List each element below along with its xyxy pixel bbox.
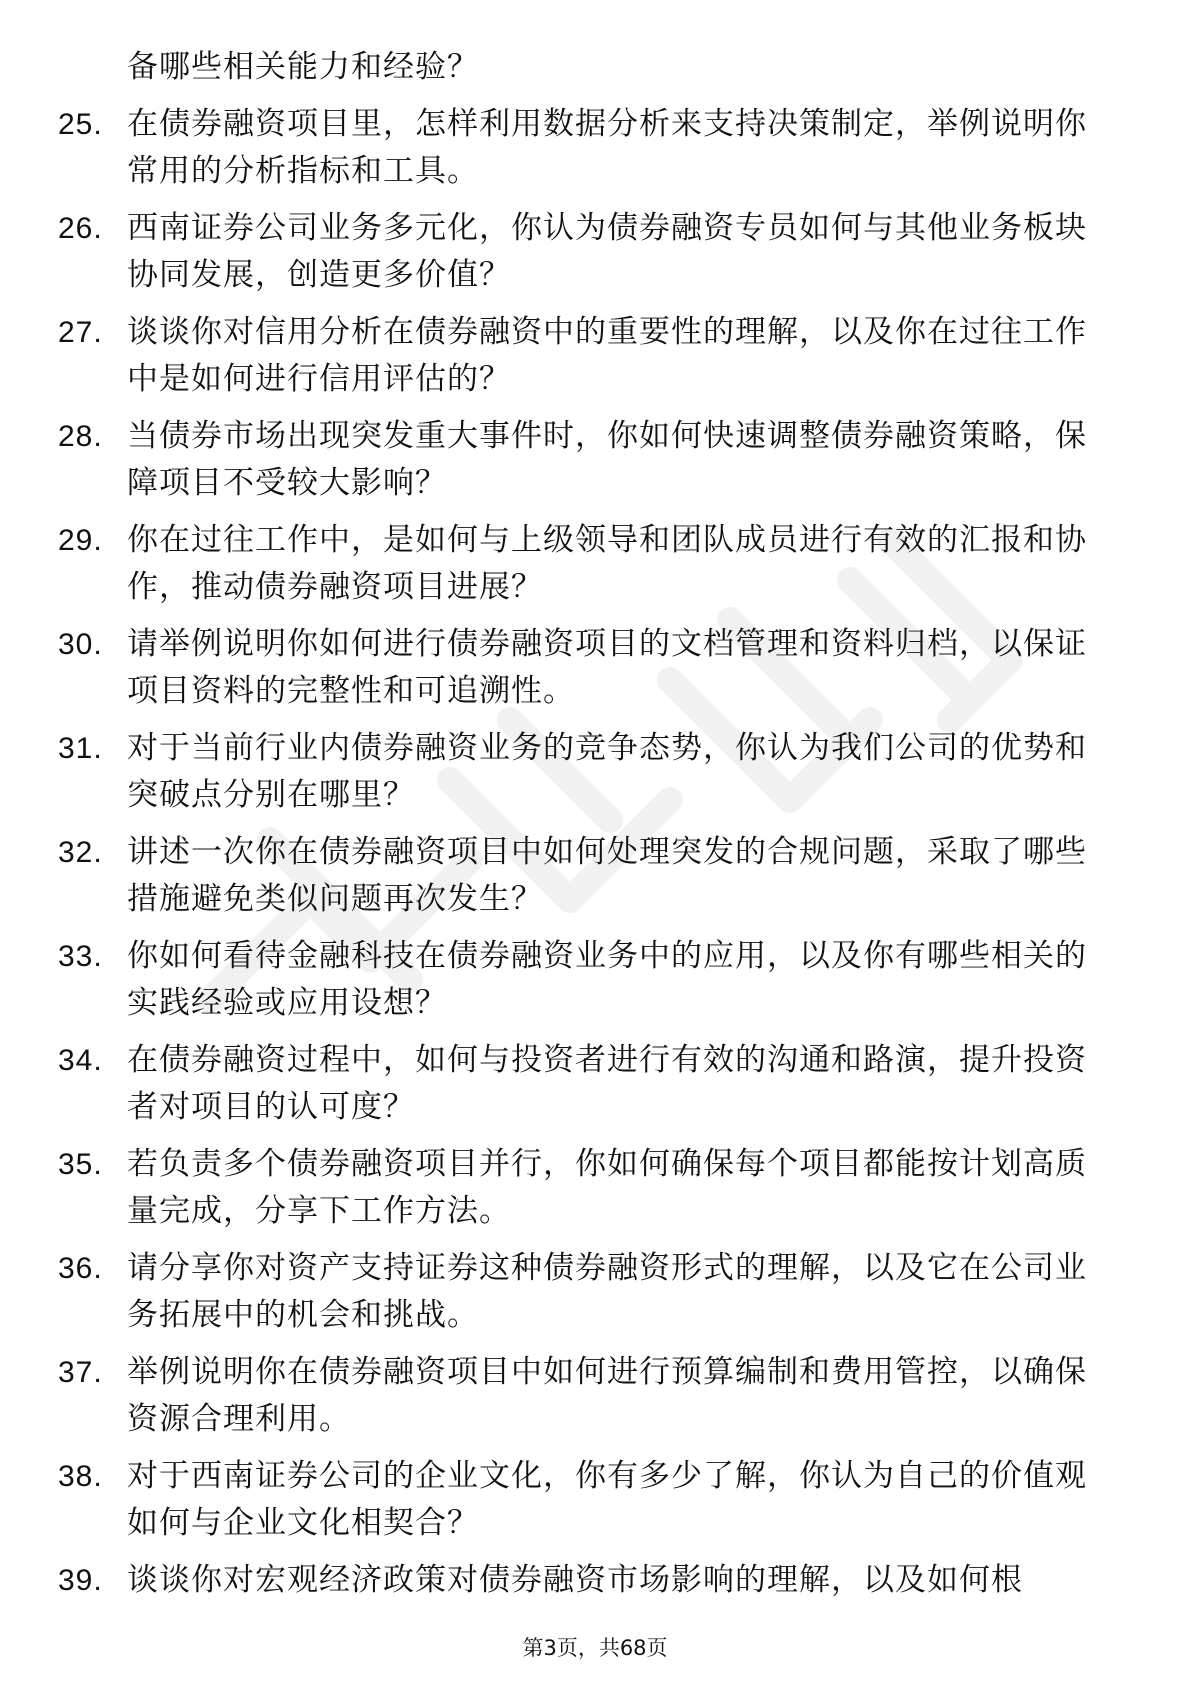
question-text: 请分享你对资产支持证券这种债券融资形式的理解，以及它在公司业务拓展中的机会和挑战。 [127,1250,1087,1333]
question-text: 当债券市场出现突发重大事件时，你如何快速调整债券融资策略，保障项目不受较大影响？ [127,418,1087,501]
list-item [0,517,1117,611]
question-text: 在债券融资项目里，怎样利用数据分析来支持决策制定，举例说明你常用的分析指标和工具。 [127,106,1087,189]
question-number: 39. [58,1564,103,1597]
question-text: 举例说明你在债券融资项目中如何进行预算编制和费用管控，以确保资源合理利用。 [127,1354,1087,1437]
question-list [0,101,1190,1604]
question-number: 37. [58,1356,103,1389]
list-item [0,205,1117,299]
continuation-text: 备哪些相关能力和经验？ [127,49,479,85]
question-text: 西南证券公司业务多元化，你认为债券融资专员如何与其他业务板块协同发展，创造更多价值？ [127,210,1087,293]
list-item [0,1037,1117,1131]
question-text: 若负责多个债券融资项目并行，你如何确保每个项目都能按计划高质量完成，分享下工作方法。 [127,1146,1087,1229]
list-item [0,309,1117,403]
list-item [0,829,1117,923]
page-number: 第3页，共68页 [522,1636,668,1660]
question-number: 36. [58,1252,103,1285]
question-number: 28. [58,420,103,453]
question-text: 对于西南证券公司的企业文化，你有多少了解，你认为自己的价值观如何与企业文化相契合？ [127,1458,1087,1541]
question-text: 对于当前行业内债券融资业务的竞争态势，你认为我们公司的优势和突破点分别在哪里？ [127,730,1087,813]
question-number: 30. [58,628,103,661]
list-item [0,933,1117,1027]
document-body [0,44,1190,1614]
question-text: 谈谈你对信用分析在债券融资中的重要性的理解，以及你在过往工作中是如何进行信用评估的？ [127,314,1087,397]
list-item [0,725,1117,819]
list-item [0,621,1117,715]
question-text: 请举例说明你如何进行债券融资项目的文档管理和资料归档，以保证项目资料的完整性和可追溯性。 [127,626,1087,709]
list-item [0,1141,1117,1235]
question-number: 35. [58,1148,103,1181]
list-item [0,1245,1117,1339]
question-number: 27. [58,316,103,349]
question-number: 34. [58,1044,103,1077]
question-text: 你在过往工作中，是如何与上级领导和团队成员进行有效的汇报和协作，推动债券融资项目进展？ [127,522,1087,605]
list-item [0,413,1117,507]
list-item [0,1349,1117,1443]
list-item [0,1557,1117,1604]
question-text: 你如何看待金融科技在债券融资业务中的应用，以及你有哪些相关的实践经验或应用设想？ [127,938,1087,1021]
question-text: 在债券融资过程中，如何与投资者进行有效的沟通和路演，提升投资者对项目的认可度？ [127,1042,1087,1125]
question-text: 讲述一次你在债券融资项目中如何处理突发的合规问题，采取了哪些措施避免类似问题再次发生？ [127,834,1087,917]
question-number: 38. [58,1460,103,1493]
question-number: 29. [58,524,103,557]
question-number: 32. [58,836,103,869]
question-text: 谈谈你对宏观经济政策对债券融资市场影响的理解，以及如何根 [127,1562,1023,1598]
question-number: 31. [58,732,103,765]
list-item [0,101,1117,195]
question-number: 25. [58,108,103,141]
question-number: 33. [58,940,103,973]
list-item [0,1453,1117,1547]
question-number: 26. [58,212,103,245]
